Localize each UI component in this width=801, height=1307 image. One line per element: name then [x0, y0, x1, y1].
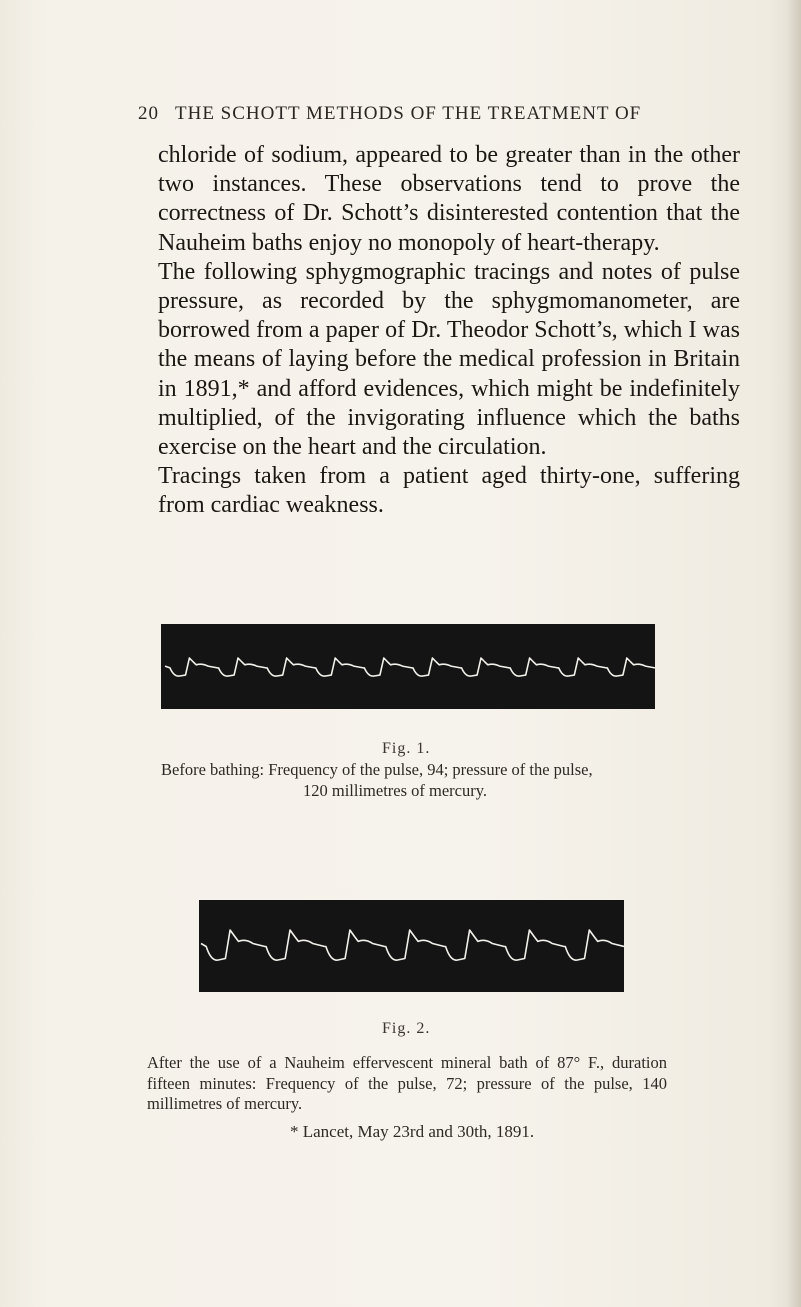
figure-1-caption-line-2: 120 millimetres of mercury.: [303, 780, 488, 800]
paragraph-3: Tracings taken from a patient aged thirty-one, suffering from cardiac weakness.: [158, 463, 740, 519]
footnote: * Lancet, May 23rd and 30th, 1891.: [290, 1122, 535, 1141]
paragraph-2: The following sphygmographic tracings and notes of pulse pressure, as recorded by the sphygmomanometer, are borrowed from a paper of Dr. Theodor Schott’s, which I was the means of laying before the medical profession in Britain in 1891,* and afford evidences, which might be indefinitely multiplied, of the invigorating influence which the baths exercise on the heart and the circulation.: [158, 258, 740, 461]
page-edge-shadow: [787, 0, 801, 1307]
figure-2-pulse-wave: [201, 930, 624, 960]
running-head: [138, 103, 738, 125]
page-number: 20: [138, 103, 159, 124]
figure-2-pulse-tracing: [199, 900, 624, 992]
figure-2-caption: After the use of a Nauheim effervescent mineral bath of 87° F., duration fifteen minutes: Frequency of the pulse, 72; pressure of the pulse, 140 millimetres of mercury.: [147, 1053, 667, 1113]
figure-1-caption: [161, 760, 661, 801]
paragraph-1: chloride of sodium, appeared to be greater than in the other two instances. These observations tend to prove the correctness of Dr. Schott’s disinterested contention that the Nauheim baths enjoy no monopoly of heart-therapy.: [158, 142, 740, 256]
figure-2-label: Fig. 2.: [382, 1020, 431, 1037]
figure-1-label: Fig. 1.: [382, 740, 431, 757]
body-text: [158, 141, 740, 521]
figure-1-pulse-wave: [165, 658, 655, 676]
figure-1-tracing-svg: [161, 624, 655, 709]
running-head-title: THE SCHOTT METHODS OF THE TREATMENT OF: [175, 103, 642, 124]
figure-1-caption-line-1: Before bathing: Frequency of the pulse, 94; pressure of the pulse,: [161, 760, 593, 779]
figure-2-tracing-svg: [199, 900, 624, 992]
figure-1-pulse-tracing: [161, 624, 655, 709]
